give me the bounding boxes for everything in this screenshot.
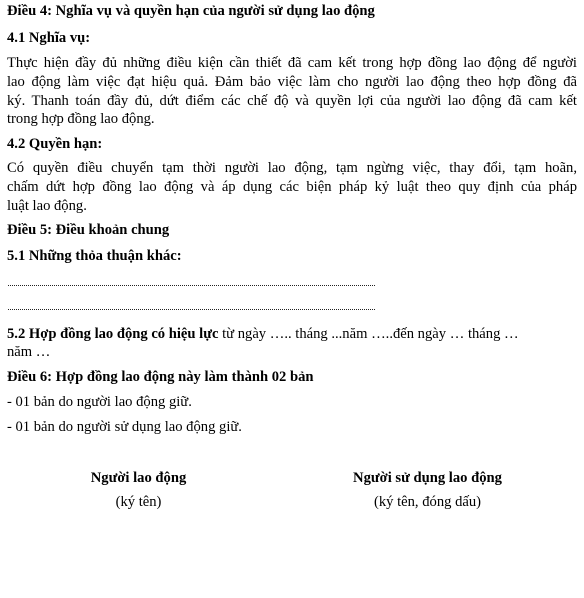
list-item: - 01 bản do người sử dụng lao động giữ.: [7, 419, 242, 435]
paragraph-line: Có quyền điều chuyển tạm thời người lao động, tạm ngừng việc, thay đổi, tạm hoãn,: [7, 160, 577, 176]
section-5-1-heading: 5.1 Những thỏa thuận khác:: [7, 248, 182, 264]
signature-right-title: Người sử dụng lao động: [353, 470, 502, 486]
section-5-2-text: từ ngày ….. tháng ...năm …..đến ngày … tháng …: [218, 326, 519, 342]
article-6-title: Điều 6: Hợp đồng lao động này làm thành 02 bản: [7, 369, 314, 385]
section-4-2-heading: 4.2 Quyền hạn:: [7, 136, 103, 152]
paragraph-line: Thực hiện đầy đủ những điều kiện cần thiết đã cam kết trong hợp đồng lao động để người: [7, 55, 577, 71]
list-item: - 01 bản do người lao động giữ.: [7, 394, 192, 410]
paragraph-line: lao động làm việc đạt hiệu quả. Đảm bảo việc làm cho người lao động theo hợp đồng đã: [7, 74, 577, 90]
signature-left-title: Người lao động: [90, 470, 187, 486]
dotted-fill-line: [8, 309, 375, 310]
dotted-fill-line: [8, 285, 375, 286]
signature-left-note: (ký tên): [115, 494, 162, 510]
section-5-2-line2: năm …: [7, 344, 51, 360]
section-5-2-line: [7, 326, 519, 343]
paragraph-line: chấm dứt hợp đồng lao động và áp dụng các biện pháp kỷ luật theo quy định của pháp: [7, 179, 577, 195]
paragraph-line: luật lao động.: [7, 198, 87, 214]
section-4-1-heading: 4.1 Nghĩa vụ:: [7, 30, 91, 46]
signature-right-note: (ký tên, đóng dấu): [374, 494, 481, 510]
section-5-2-heading: 5.2 Hợp đồng lao động có hiệu lực: [7, 326, 219, 342]
article-5-title: Điều 5: Điều khoản chung: [7, 222, 170, 238]
article-4-title: Điều 4: Nghĩa vụ và quyền hạn của người sử dụng lao động: [7, 3, 375, 19]
paragraph-line: trong hợp đồng lao động.: [7, 111, 155, 127]
paragraph-line: ký. Thanh toán đầy đủ, dứt điểm các chế độ và quyền lợi của người lao động đã cam kết: [7, 93, 577, 109]
